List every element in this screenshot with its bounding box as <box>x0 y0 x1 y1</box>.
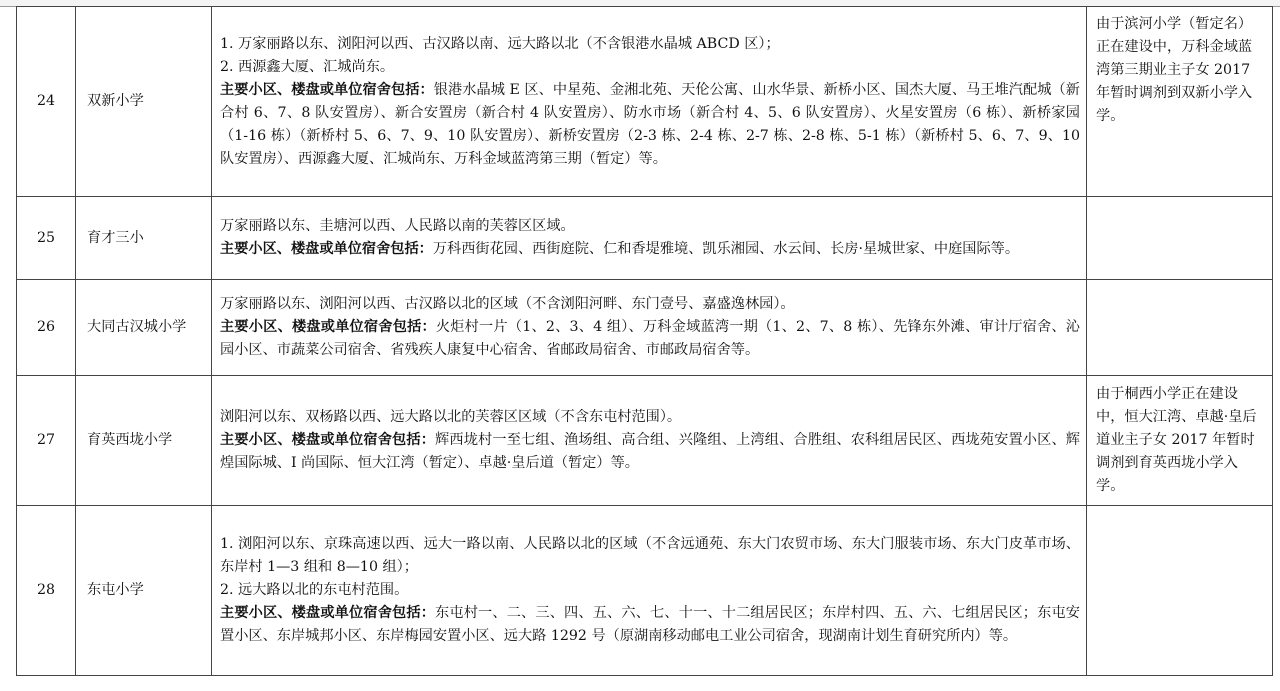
table-row <box>17 280 1273 376</box>
communities-paragraph <box>220 238 1080 261</box>
communities-label: 主要小区、楼盘或单位宿舍包括： <box>220 81 434 98</box>
remark-cell <box>1087 506 1273 676</box>
area-line: 1. 浏阳河以东、京珠高速以西、远大一路以南、人民路以北的区域（不含远通苑、东大门农贸市场、东大门服装市场、东大门皮革市场、东岸村 1—3 组和 8—10 组）； <box>220 536 1080 575</box>
school-name: 东屯小学 <box>76 506 212 676</box>
communities-text: 辉西垅村一至七组、渔场组、高合组、兴隆组、上湾组、合胜组、农科组居民区、西垅苑安置小区、辉煌国际城、I 尚国际、恒大江湾（暂定）、卓越·皇后道（暂定）等。 <box>220 432 1080 471</box>
table-row <box>17 197 1273 280</box>
table-row <box>17 506 1273 676</box>
row-number: 27 <box>17 376 76 506</box>
communities-label: 主要小区、楼盘或单位宿舍包括： <box>220 432 436 448</box>
communities-paragraph <box>220 429 1080 475</box>
school-name: 双新小学 <box>76 7 212 197</box>
row-number: 24 <box>17 7 76 197</box>
row-number: 26 <box>17 280 76 376</box>
enrollment-area <box>212 7 1087 197</box>
row-number: 25 <box>17 197 76 280</box>
communities-label: 主要小区、楼盘或单位宿舍包括： <box>220 241 433 257</box>
area-line: 万家丽路以东、圭塘河以西、人民路以南的芙蓉区区域。 <box>220 218 575 234</box>
communities-text: 银港水晶城 E 区、中星苑、金湘北苑、天伦公寓、山水华景、新桥小区、国杰大厦、马王堆汽配城（新合村 6、7、8 队安置房）、新合安置房（新合村 4 队安置房）、防水市场（新合村 4、5、6 队安置房）、火星安置房（6 栋）、新桥家园（1-16 栋）（新桥村 5、6、7、9、10 队安置房）、新桥安置房（2-3 栋、2-4 栋、2-7 栋、2-8 栋、5-1 栋）（新桥村 5、6、7、9、10 队安置房）、西源鑫大厦、汇城尚东、万科金域蓝湾第三期（暂定）等。 <box>220 81 1080 167</box>
communities-paragraph <box>220 602 1080 648</box>
table-row <box>17 376 1273 506</box>
area-line: 2. 远大路以北的东屯村范围。 <box>220 582 409 598</box>
communities-paragraph <box>220 316 1080 362</box>
communities-text: 火炬村一片（1、2、3、4 组）、万科金域蓝湾一期（1、2、7、8 栋）、先锋东外滩、审计厅宿舍、沁园小区、市蔬菜公司宿舍、省残疾人康复中心宿舍、省邮政局宿舍、市邮政局宿舍等。 <box>220 319 1080 358</box>
enrollment-area <box>212 197 1087 280</box>
remark-cell: 由于桐西小学正在建设中，恒大江湾、卓越·皇后道业主子女 2017 年暂时调剂到育英西垅小学入学。 <box>1087 376 1273 506</box>
communities-text: 东屯村一、二、三、四、五、六、七、十一、十二组居民区；东岸村四、五、六、七组居民区；东屯安置小区、东岸城邦小区、东岸梅园安置小区、远大路 1292 号（原湖南移动邮电工业公司宿舍，现湖南计划生育研究所内）等。 <box>220 605 1080 644</box>
row-number: 28 <box>17 506 76 676</box>
communities-label: 主要小区、楼盘或单位宿舍包括： <box>220 605 436 621</box>
communities-paragraph <box>220 79 1080 171</box>
school-name: 育才三小 <box>76 197 212 280</box>
table-row <box>17 7 1273 197</box>
school-name: 育英西垅小学 <box>76 376 212 506</box>
school-name: 大同古汉城小学 <box>76 280 212 376</box>
enrollment-area <box>212 376 1087 506</box>
area-line: 万家丽路以东、浏阳河以西、古汉路以北的区域（不含浏阳河畔、东门壹号、嘉盛逸林园）。 <box>220 296 795 312</box>
enrollment-area <box>212 506 1087 676</box>
communities-text: 万科西街花园、西街庭院、仁和香堤雅境、凯乐湘园、水云间、长房·星城世家、中庭国际等。 <box>432 241 1020 257</box>
area-line: 2. 西源鑫大厦、汇城尚东。 <box>220 58 395 75</box>
area-line: 浏阳河以东、双杨路以西、远大路以北的芙蓉区区域（不含东屯村范围）。 <box>220 409 682 425</box>
remark-cell <box>1087 197 1273 280</box>
area-line: 1. 万家丽路以东、浏阳河以西、古汉路以南、远大路以北（不含银港水晶城 ABCD 区）； <box>220 35 780 52</box>
communities-label: 主要小区、楼盘或单位宿舍包括： <box>220 319 436 335</box>
remark-cell <box>1087 280 1273 376</box>
enrollment-area <box>212 280 1087 376</box>
school-zone-table <box>16 6 1273 676</box>
remark-cell: 由于滨河小学（暂定名）正在建设中，万科金域蓝湾第三期业主子女 2017 年暂时调剂到双新小学入学。 <box>1087 7 1273 197</box>
